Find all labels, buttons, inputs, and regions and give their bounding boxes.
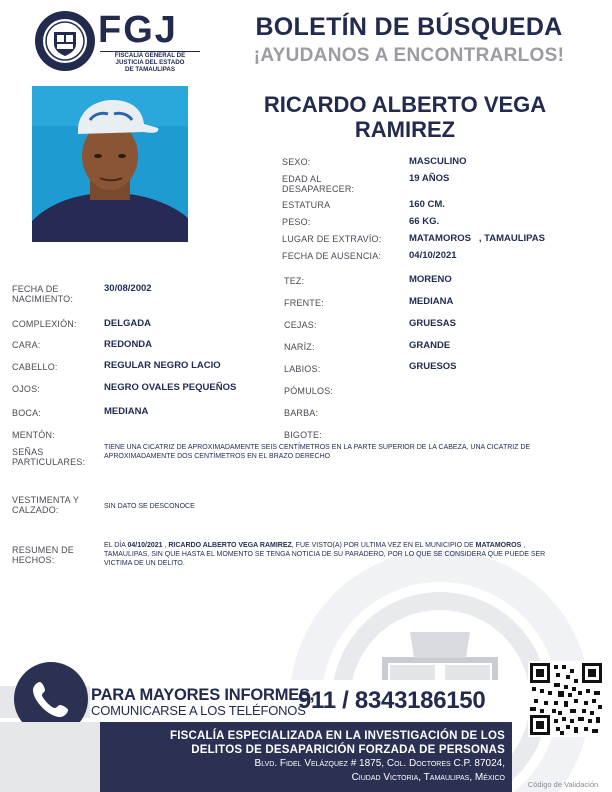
detail-label-boca: BOCA: [12,408,42,418]
field-value-lugar: MATAMOROS , TAMAULIPAS [409,233,545,244]
field-label-estatura: ESTATURA [282,200,331,210]
footer-line1: FISCALÍA ESPECIALIZADA EN LA INVESTIGACIÓN DE LOS [169,730,505,742]
field-label-sexo: SEXO: [282,157,311,167]
field-value-peso: 66 KG. [409,216,440,227]
field-label-fecha-ausencia: FECHA DE AUSENCIA: [282,251,382,261]
footer-line2: DELITOS DE DESAPARICIÓN FORZADA DE PERSONAS [191,744,505,756]
detail-label-bigote: BIGOTE: [284,430,322,440]
field-value-edad: 19 AÑOS [409,173,450,184]
detail-label-nariz: NARÍZ: [284,342,315,352]
qr-code-icon[interactable] [528,661,604,737]
page-title: BOLETÍN DE BÚSQUEDA [255,13,563,41]
field-label-edad: EDAD AL DESAPARECER: [282,174,355,194]
contact-line2: COMUNICARSE A LOS TELÉFONOS [91,703,306,718]
detail-label-menton: MENTÓN: [12,430,55,440]
footer-address-line2: Ciudad Victoria, Tamaulipas, México [351,772,505,783]
detail-label-cara: CARA: [12,340,41,350]
footer-address-line1: Blvd. Fidel Velázquez # 1875, Col. Doctores C.P. 87024, [254,758,505,769]
detail-label-nacimiento: FECHA DE NACIMIENTO: [12,284,74,304]
field-value-estatura: 160 CM. [409,199,445,210]
detail-value-nacimiento: 30/08/2002 [104,283,152,294]
footer-gray-left [0,722,100,792]
detail-value-cabello: REGULAR NEGRO LACIO [104,360,221,371]
detail-label-frente: FRENTE: [284,298,324,308]
resumen-label: RESUMEN DE HECHOS: [12,545,75,565]
detail-label-cabello: CABELLO: [12,362,58,372]
detail-value-ojos: NEGRO OVALES PEQUEÑOS [104,382,237,393]
field-value-fecha-ausencia: 04/10/2021 [409,250,457,261]
detail-value-cara: REDONDA [104,339,153,350]
detail-label-cejas: CEJAS: [284,320,317,330]
person-name: RICARDO ALBERTO VEGA RAMIREZ [263,92,547,142]
field-value-sexo: MASCULINO [409,156,467,167]
page-subtitle: ¡AYUDANOS A ENCONTRARLOS! [253,45,565,66]
field-label-peso: PESO: [282,217,311,227]
detail-value-labios: GRUESOS [409,361,457,372]
contact-line1: PARA MAYORES INFORMES, [91,686,315,704]
phone-icon [31,679,71,719]
detail-value-boca: MEDIANA [104,406,149,417]
detail-value-complexion: DELGADA [104,318,151,329]
senas-value: TIENE UNA CICATRIZ DE APROXIMADAMENTE SEIS CENTÍMETROS EN LA PARTE SUPERIOR DE LA CABEZA, UNA CICATRIZ DE APROXIMADAMENTE DOS CENTÍMETROS EN EL BRAZO DERECHO [104,444,531,460]
org-name: FISCALÍA GENERAL DE JUSTICIA DEL ESTADO DE TAMAULIPAS [114,52,186,73]
detail-label-barba: BARBA: [284,408,319,418]
field-label-lugar: LUGAR DE EXTRAVÍO: [282,234,382,244]
detail-value-frente: MEDIANA [409,296,454,307]
vestimenta-label: VESTIMENTA Y CALZADO: [12,495,79,515]
detail-label-pomulos: PÓMULOS: [284,386,334,396]
org-abbreviation: FGJ [98,9,178,51]
org-logo [34,10,194,76]
detail-value-nariz: GRANDE [409,340,451,351]
shield-logo-icon [34,10,96,72]
resumen-text: EL DÍA 04/10/2021 , RICARDO ALBERTO VEGA RAMIREZ, FUE VISTO(A) POR ULTIMA VEZ EN EL MUNICIPIO DE MATAMOROS , TAMAULIPAS, SIN QUE HASTA EL MOMENTO SE TENGA NOTICIA DE SU PARADERO, POR LO QUE SE CONSIDERA QUE PUEDE SER VICTIMA DE UN DELITO. [104,542,546,567]
detail-value-cejas: GRUESAS [409,318,456,329]
contact-phone[interactable]: 911 / 8343186150 [298,687,486,714]
vestimenta-value: SIN DATO SE DESCONOCE [104,503,195,510]
validation-code-label: Código de Validación [527,780,599,789]
detail-value-tez: MORENO [409,274,452,285]
detail-label-complexion: COMPLEXIÓN: [12,319,77,329]
detail-label-tez: TEZ: [284,276,305,286]
detail-label-labios: LABIOS: [284,364,321,374]
person-photo [32,86,188,242]
senas-label: SEÑAS PARTICULARES: [12,447,86,467]
detail-label-ojos: OJOS: [12,384,41,394]
